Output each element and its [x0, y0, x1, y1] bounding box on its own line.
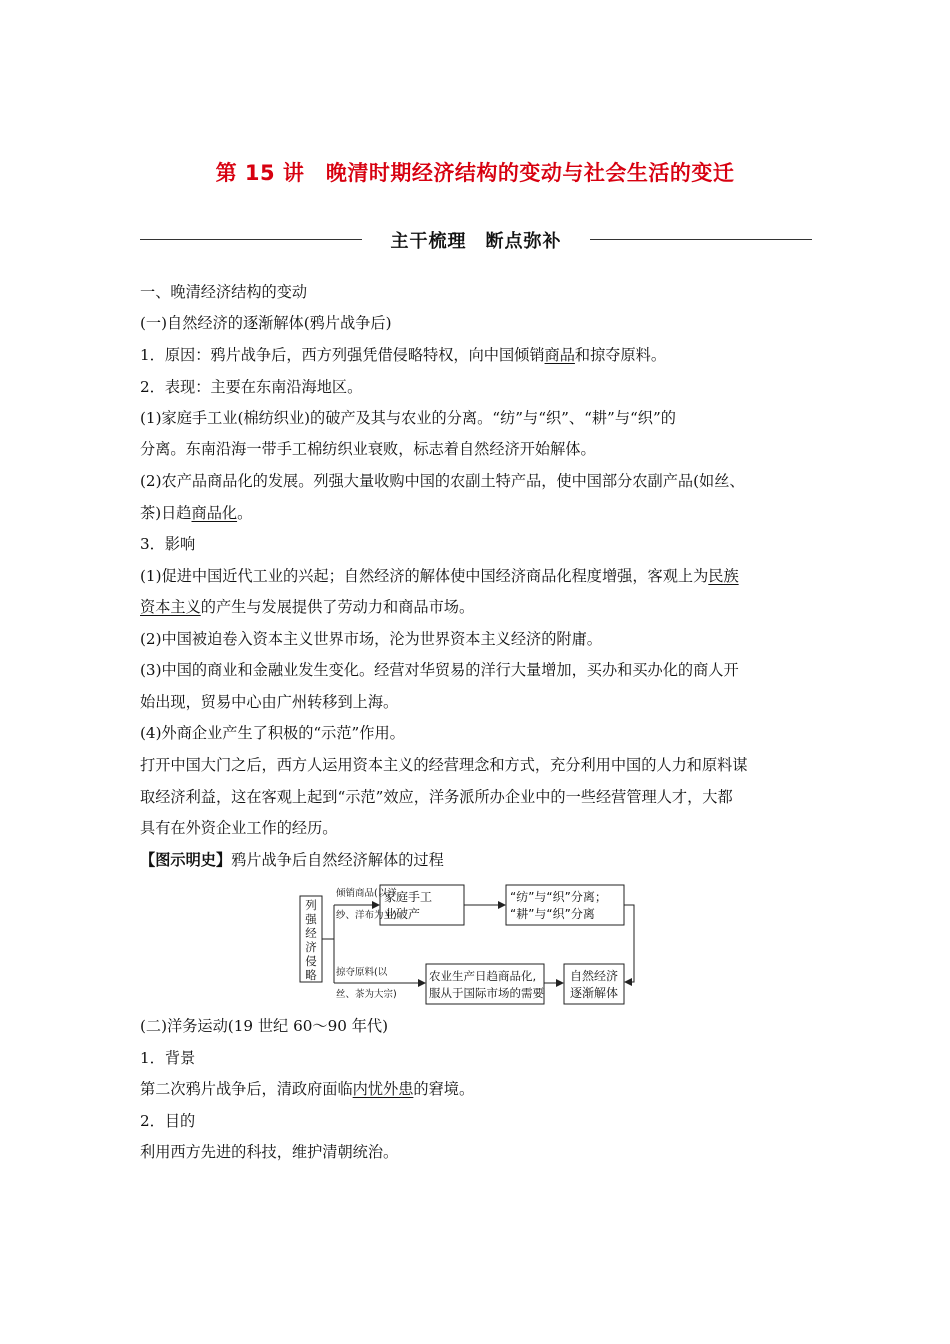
paragraph-line: 1．背景	[140, 1049, 196, 1067]
underlined-term: 商品	[544, 346, 575, 364]
text-span: 茶)日趋	[140, 504, 192, 522]
underlined-term: 内忧外患	[352, 1080, 414, 1098]
left-char: 强	[305, 912, 317, 926]
underlined-term: 民族	[708, 567, 739, 585]
paragraph-line: 2．表现：主要在东南沿海地区。	[140, 378, 363, 396]
paragraph-line	[140, 1079, 812, 1099]
figure-caption	[140, 850, 812, 870]
figure-tag: 【图示明史】	[140, 851, 232, 869]
paragraph-line: 利用西方先进的科技，维护清朝统治。	[140, 1143, 399, 1161]
paragraph-line	[140, 566, 812, 586]
figure-title: 鸦片战争后自然经济解体的过程	[231, 851, 444, 869]
bottom-label: 丝、茶为大宗)	[336, 989, 397, 1000]
paragraph-line: 取经济利益，这在客观上起到“示范”效应，洋务派所办企业中的一些经营管理人才，大都	[140, 788, 733, 806]
connector	[322, 905, 334, 983]
subheading-1: (一)自然经济的逐渐解体(鸦片战争后)	[140, 314, 392, 332]
box3-text: 服从于国际市场的需要	[429, 986, 544, 1000]
header-rule-right	[590, 239, 812, 240]
box4-text: 逐渐解体	[569, 986, 619, 1000]
box1-text: 家庭手工	[384, 890, 433, 904]
box2-text: “耕”与“织”分离	[510, 907, 595, 921]
box2-text: “纺”与“织”分离；	[510, 890, 607, 904]
paragraph-line	[140, 503, 812, 523]
paragraph-line: 始出现，贸易中心由广州转移到上海。	[140, 693, 399, 711]
paragraph-line: (2)中国被迫卷入资本主义世界市场，沦为世界资本主义经济的附庸。	[140, 630, 602, 648]
text-span: 和掠夺原料。	[574, 346, 667, 364]
subheading-2: (二)洋务运动(19 世纪 60～90 年代)	[140, 1017, 389, 1035]
paragraph-line: 具有在外资企业工作的经历。	[140, 819, 338, 837]
box3-text: 农业生产日趋商品化,	[429, 969, 537, 983]
page-title: 第 15 讲 晚清时期经济结构的变动与社会生活的变迁	[215, 161, 735, 185]
text-span: 1．原因：鸦片战争后，西方列强凭借侵略特权，向中国倾销	[140, 346, 545, 364]
left-char: 侵	[305, 954, 317, 968]
left-char: 济	[305, 940, 317, 954]
heading-1: 一、晚清经济结构的变动	[140, 283, 308, 301]
paragraph-line	[140, 345, 812, 365]
underlined-term: 资本主义	[140, 598, 201, 616]
top-label: 倾销商品(以洋	[336, 888, 397, 899]
bottom-label: 掠夺原料(以	[336, 967, 388, 978]
box1-text: 业破产	[384, 907, 421, 921]
text-span: 。	[237, 504, 253, 522]
paragraph-line	[140, 597, 812, 617]
paragraph-line: 打开中国大门之后，西方人运用资本主义的经营理念和方式，充分利用中国的人力和原料谋	[140, 756, 748, 774]
arrow-5	[624, 905, 634, 982]
left-char: 略	[305, 968, 317, 982]
top-label: 纱、洋布为主)	[336, 910, 397, 921]
paragraph-line: 分离。东南沿海一带手工棉纺织业衰败，标志着自然经济开始解体。	[140, 440, 596, 458]
paragraph-line: (2)农产品商品化的发展。列强大量收购中国的农副土特产品，使中国部分农副产品(如丝、	[140, 472, 745, 490]
text-span: (1)促进中国近代工业的兴起；自然经济的解体使中国经济商品化程度增强，客观上为	[140, 567, 709, 585]
left-char: 经	[305, 926, 317, 940]
paragraph-line: 3．影响	[140, 535, 196, 553]
paragraph-line: (1)家庭手工业(棉纺织业)的破产及其与农业的分离。“纺”与“织”、“耕”与“织”的	[140, 409, 676, 427]
box4-text: 自然经济	[569, 969, 619, 983]
paragraph-line: (3)中国的商业和金融业发生变化。经营对华贸易的洋行大量增加，买办和买办化的商人开	[140, 661, 739, 679]
text-span: 第二次鸦片战争后，清政府面临	[140, 1080, 353, 1098]
section-header	[140, 227, 812, 253]
text-span: 的产生与发展提供了劳动力和商品市场。	[200, 598, 475, 616]
section-header-text: 主干梳理 断点弥补	[390, 231, 562, 252]
underlined-term: 商品化	[191, 504, 238, 522]
flow-diagram	[296, 882, 646, 1006]
paragraph-line: 2．目的	[140, 1112, 196, 1130]
paragraph-line: (4)外商企业产生了积极的“示范”作用。	[140, 724, 405, 742]
text-span: 的窘境。	[413, 1080, 475, 1098]
left-char: 列	[305, 898, 317, 912]
